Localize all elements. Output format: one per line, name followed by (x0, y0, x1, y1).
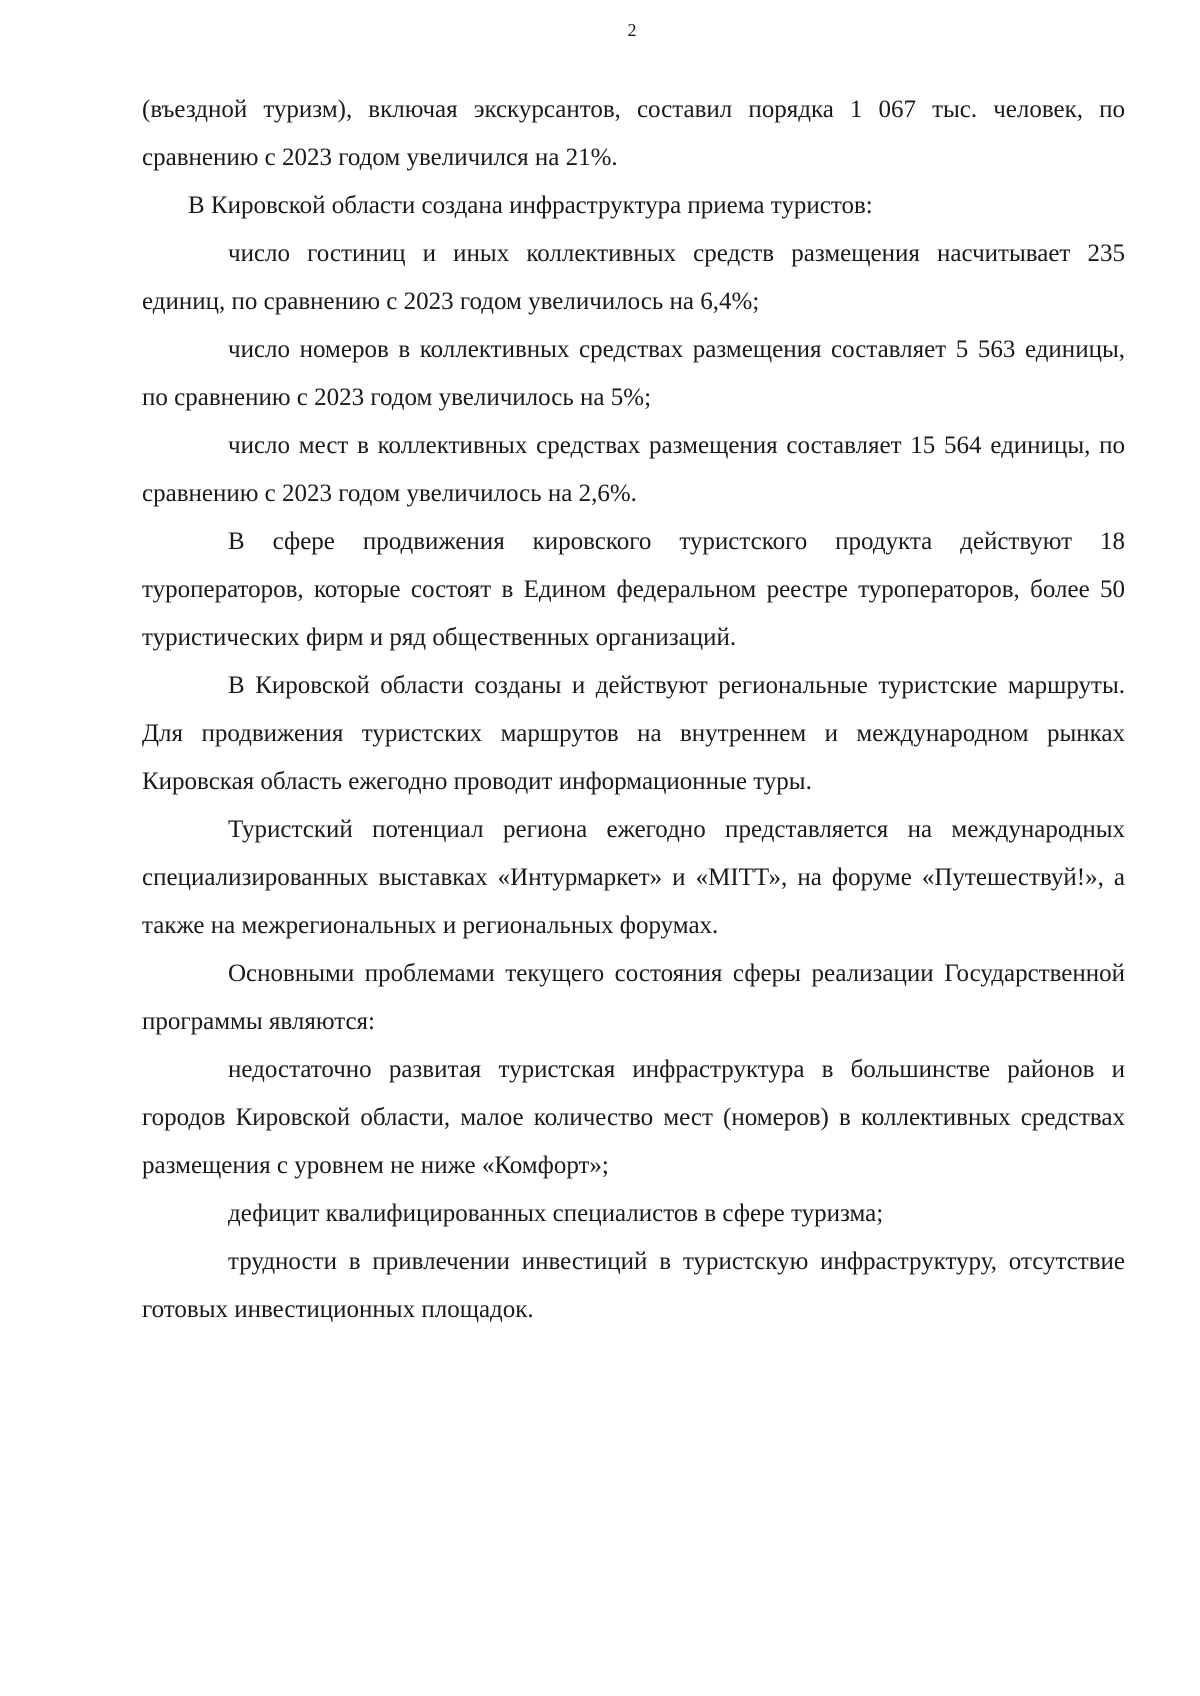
paragraph-problems-intro: Основными проблемами текущего состояния сферы реализации Государственной программы являются: (142, 960, 1125, 1035)
document-body (142, 86, 1125, 1334)
paragraph-problem-specialists: дефицит квалифицированных специалистов в сфере туризма; (228, 1200, 884, 1227)
paragraph-infrastructure-intro: В Кировской области создана инфраструктура приема туристов: (188, 192, 873, 219)
paragraph-beds-count: число мест в коллективных средствах размещения составляет 15 564 единицы, по сравнению с 2023 годом увеличилось на 2,6%. (142, 432, 1125, 507)
paragraph-problem-infrastructure: недостаточно развитая туристская инфраструктура в большинстве районов и городов Кировской области, малое количество мест (номеров) в коллективных средствах размещения с уровнем не ниже «Комфорт»; (142, 1056, 1125, 1179)
paragraph-tour-operators: В сфере продвижения кировского туристского продукта действуют 18 туроператоров, которые состоят в Едином федеральном реестре туроператоров, более 50 туристических фирм и ряд общественных организаций. (142, 528, 1125, 651)
paragraph-rooms-count: число номеров в коллективных средствах размещения составляет 5 563 единицы, по сравнению с 2023 годом увеличилось на 5%; (142, 336, 1125, 411)
paragraph-hotels-count: число гостиниц и иных коллективных средств размещения насчитывает 235 единиц, по сравнению с 2023 годом увеличилось на 6,4%; (142, 240, 1125, 315)
paragraph-problem-investments: трудности в привлечении инвестиций в туристскую инфраструктуру, отсутствие готовых инвестиционных площадок. (142, 1248, 1125, 1323)
paragraph-regional-routes: В Кировской области созданы и действуют региональные туристские маршруты. Для продвижения туристских маршрутов на внутреннем и международном рынках Кировская область ежегодно проводит информационные туры. (142, 672, 1125, 795)
paragraph-inbound-tourism: (въездной туризм), включая экскурсантов, составил порядка 1 067 тыс. человек, по сравнению с 2023 годом увеличился на 21%. (142, 96, 1125, 171)
paragraph-exhibitions: Туристский потенциал региона ежегодно представляется на международных специализированных выставках «Интурмаркет» и «МІТТ», на форуме «Путешествуй!», а также на межрегиональных и региональных форумах. (142, 816, 1125, 939)
page-number: 2 (627, 20, 637, 40)
